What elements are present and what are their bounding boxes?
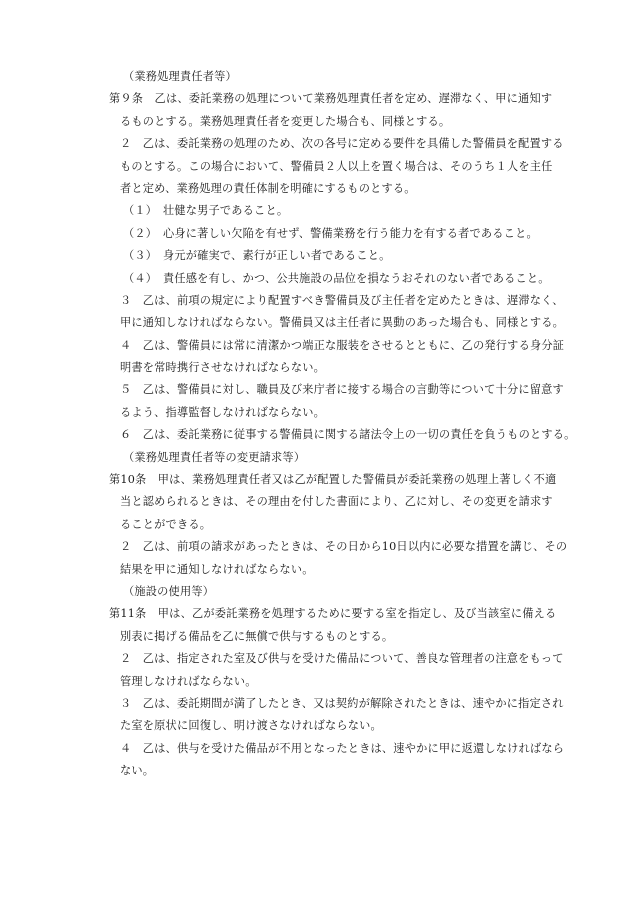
paragraph-line: 結果を甲に通知しなければならない。 <box>120 562 314 576</box>
list-item: （１） 壮健な男子であること。 <box>123 204 289 218</box>
paragraph-line: た室を原状に回復し、明け渡さなければならない。 <box>120 719 382 733</box>
section-heading: （業務処理責任者等） <box>123 70 237 83</box>
clause-line: ３ 乙は、前項の規定により配置すべき警備員及び主任者を定めたときは、遅滞なく、 <box>120 293 564 307</box>
clause-line: ６ 乙は、委託業務に従事する警備員に関する諸法令上の一切の責任を負うものとする。 <box>120 428 576 442</box>
article-line: 第10条 甲は、業務処理責任者又は乙が配置した警備員が委託業務の処理上著しく不適 <box>109 473 557 487</box>
list-item: （３） 身元が確実で、素行が正しい者であること。 <box>123 249 391 263</box>
list-item: （２） 心身に著しい欠陥を有せず、警備業務を行う能力を有する者であること。 <box>123 226 538 240</box>
contract-text <box>109 66 579 783</box>
paragraph-line: 甲に通知しなければならない。警備員又は主任者に異動のあった場合も、同様とする。 <box>120 316 565 330</box>
section-heading: （業務処理責任者等の変更請求等） <box>123 450 306 464</box>
paragraph-line: るものとする。業務処理責任者を変更した場合も、同様とする。 <box>120 114 451 128</box>
paragraph-line: 者と定め、業務処理の責任体制を明確にするものとする。 <box>120 181 416 195</box>
paragraph-line: ものとする。この場合において、警備員２人以上を置く場合は、そのうち１人を主任 <box>120 159 553 173</box>
paragraph-line: ない。 <box>120 764 155 778</box>
paragraph-line: ることができる。 <box>120 517 212 531</box>
clause-line: ２ 乙は、前項の請求があったときは、その日から10日以内に必要な措置を講じ、その <box>120 540 568 554</box>
paragraph-line: 当と認められるときは、その理由を付した書面により、乙に対し、その変更を請求す <box>120 495 553 509</box>
section-heading: （施設の使用等） <box>123 584 215 598</box>
clause-line: ３ 乙は、委託期間が満了したとき、又は契約が解除されたときは、速やかに指定され <box>120 696 564 710</box>
article-line: 第９条 乙は、委託業務の処理について業務処理責任者を定め、遅滞なく、甲に通知す <box>109 92 553 106</box>
clause-line: ４ 乙は、警備員には常に清潔かつ端正な服装をさせるとともに、乙の発行する身分証 <box>120 338 565 352</box>
clause-line: ２ 乙は、委託業務の処理のため、次の各号に定める要件を具備した警備員を配置する <box>120 137 564 151</box>
clause-line: ２ 乙は、指定された室及び供与を受けた備品について、善良な管理者の注意をもって <box>120 652 564 666</box>
list-item: （４） 責任感を有し、かつ、公共施設の品位を損なうおそれのない者であること。 <box>123 271 550 285</box>
clause-line: ４ 乙は、供与を受けた備品が不用となったときは、速やかに甲に返還しなければなら <box>120 741 565 755</box>
clause-line: ５ 乙は、警備員に対し、職員及び来庁者に接する場合の言動等について十分に留意す <box>120 383 564 397</box>
paragraph-line: 明書を常時携行させなければならない。 <box>120 361 325 375</box>
paragraph-line: るよう、指導監督しなければならない。 <box>120 405 325 419</box>
article-line: 第11条 甲は、乙が委託業務を処理するために要する室を指定し、及び当該室に備える <box>109 607 557 621</box>
paragraph-line: 管理しなければならない。 <box>120 674 257 688</box>
paragraph-line: 別表に掲げる備品を乙に無償で供与するものとする。 <box>120 629 394 643</box>
